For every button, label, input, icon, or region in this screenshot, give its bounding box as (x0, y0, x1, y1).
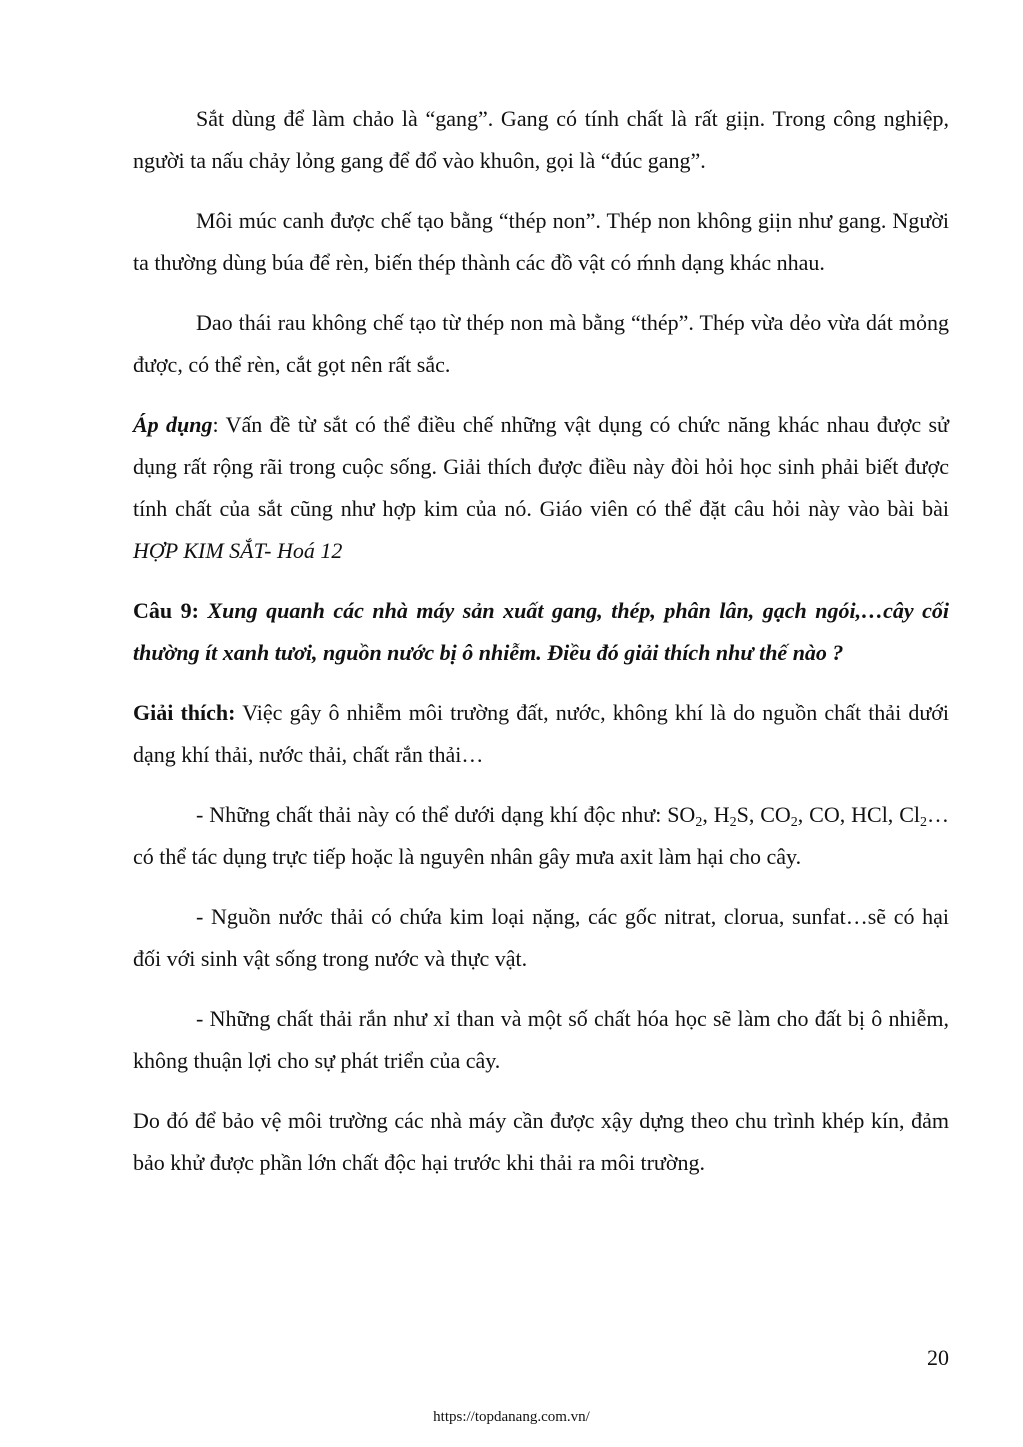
subscript: 2 (695, 815, 703, 830)
bullet-solid-waste: - Những chất thải rắn như xỉ than và một số chất hóa học sẽ làm cho đất bị ô nhiễm, không thuận lợi cho sự phát triển của cây. (133, 1006, 949, 1073)
bullet-toxic-gases (133, 794, 949, 878)
subscript: 2 (729, 815, 737, 830)
application-text: : Vấn đề từ sắt có thể điều chế những vật dụng có chức năng khác nhau được sử dụng rất rộng rãi trong cuộc sống. Giải thích được điều này đòi hỏi học sinh phải biết được tính chất của sắt cũng như hợp kim của nó. Giáo viên có thể đặt câu hỏi này vào bài bài (133, 412, 949, 521)
paragraph-soft-steel: Môi múc canh được chế tạo bằng “thép non”. Thép non không giịn như gang. Người ta thường dùng búa để rèn, biến thép thành các đồ vật có ḿnh dạng khác nhau. (133, 208, 949, 275)
explanation-label: Giải thích: (133, 700, 236, 725)
gases-text: …có thể tác dụng trực tiếp hoặc là nguyên nhân gây mưa axit làm hại cho cây. (133, 802, 949, 869)
paragraph-conclusion: Do đó để bảo vệ môi trường các nhà máy cần được xậy dựng theo chu trình khép kín, đảm bảo khử được phần lớn chất độc hại trước khi thải ra môi trường. (133, 1108, 949, 1175)
application-reference: HỢP KIM SẮT- Hoá 12 (133, 538, 343, 563)
gases-text: , CO, HCl, Cl (797, 802, 920, 827)
gases-text-intro: - Những chất thải này có thể dưới dạng khí độc như: SO (196, 802, 696, 827)
explanation-text: Việc gây ô nhiễm môi trường đất, nước, không khí là do nguồn chất thải dưới dạng khí thải, nước thải, chất rắn thải… (133, 700, 949, 767)
subscript: 2 (790, 815, 798, 830)
paragraph-cast-iron: Sắt dùng để làm chảo là “gang”. Gang có tính chất là rất giịn. Trong công nghiệp, người ta nấu chảy lỏng gang để đổ vào khuôn, gọi là “đúc gang”. (133, 106, 949, 173)
question-label: Câu 9: (133, 598, 208, 623)
page-number: 20 (927, 1345, 949, 1370)
question-text: Xung quanh các nhà máy sản xuất gang, thép, phân lân, gạch ngói,…cây cối thường ít xanh tươi, nguồn nước bị ô nhiễm. Điều đó giải thích như thế nào ? (133, 598, 949, 665)
paragraph-explanation (133, 692, 949, 776)
question-9 (133, 590, 949, 674)
subscript: 2 (920, 815, 927, 830)
paragraph-application (133, 404, 949, 572)
paragraph-steel-knife: Dao thái rau không chế tạo từ thép non mà bằng “thép”. Thép vừa dẻo vừa dát mỏng được, có thể rèn, cắt gọt nên rất sắc. (133, 310, 949, 377)
gases-text: , H (702, 802, 730, 827)
footer-url[interactable]: https://topdanang.com.vn/ (433, 1409, 590, 1425)
bullet-waste-water: - Nguồn nước thải có chứa kim loại nặng, các gốc nitrat, clorua, sunfat…sẽ có hại đối với sinh vật sống trong nước và thực vật. (133, 904, 949, 971)
application-label: Áp dụng (133, 412, 213, 437)
gases-text: S, CO (736, 802, 791, 827)
